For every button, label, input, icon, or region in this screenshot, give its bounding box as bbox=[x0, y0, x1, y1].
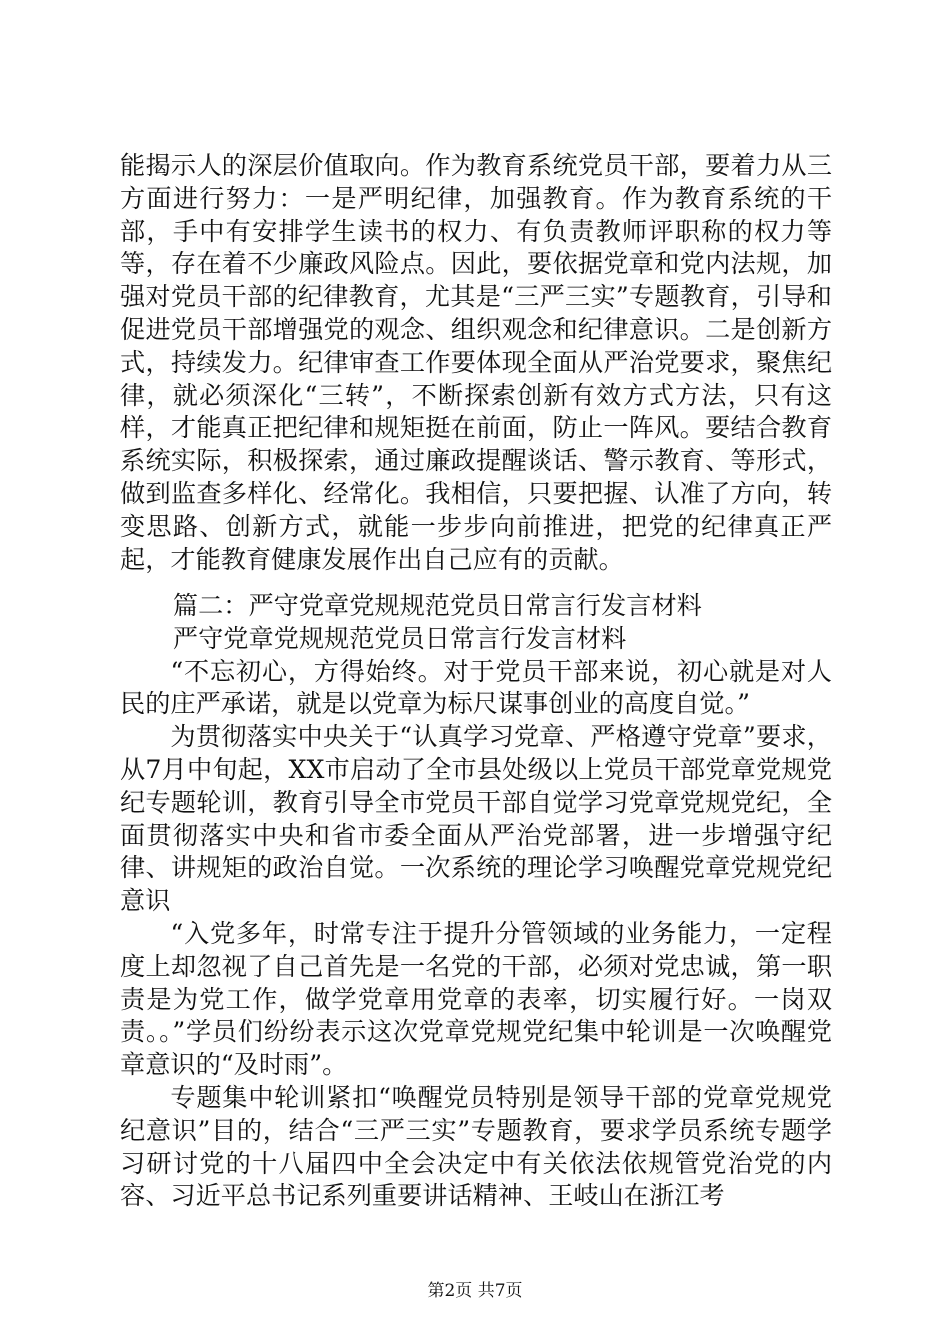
paragraph-4: “入党多年，时常专注于提升分管领域的业务能力，一定程度上却忽视了自己首先是一名党的干部，必须对党忠诚，第一职责是为党工作，做学党章用党章的表率，切实履行好。一岗双责。。”学员们纷纷表示这次党章党规党纪集中轮训是一次唤醒党章意识的“及时雨”。 bbox=[120, 918, 832, 1080]
paragraph-5: 专题集中轮训紧扣“唤醒党员特别是领导干部的党章党规党纪意识”目的，结合“三严三实”专题教育，要求学员系统专题学习研讨党的十八届四中全会决定中有关依法依规管党治党的内容、习近平总书记系列重要讲话精神、王岐山在浙江考 bbox=[120, 1082, 832, 1211]
page-indicator: 第2页 共7页 bbox=[427, 1281, 523, 1301]
paragraph-3: 为贯彻落实中央关于“认真学习党章、严格遵守党章”要求，从7月中旬起，XX市启动了全市县处级以上党员干部党章党规党纪专题轮训，教育引导全市党员干部自觉学习党章党规党纪，全面贯彻落实中央和省市委全面从严治党部署，进一步增强守纪律、讲规矩的政治自觉。一次系统的理论学习唤醒党章党规党纪意识 bbox=[120, 722, 832, 916]
paragraph-1: 能揭示人的深层价值取向。作为教育系统党员干部，要着力从三方面进行努力：一是严明纪律，加强教育。作为教育系统的干部，手中有安排学生读书的权力、有负责教师评职称的权力等等，存在着不少廉政风险点。因此，要依据党章和党内法规，加强对党员干部的纪律教育，尤其是“三严三实”专题教育，引导和促进党员干部增强党的观念、组织观念和纪律意识。二是创新方式，持续发力。纪律审查工作要体现全面从严治党要求，聚焦纪律，就必须深化“三转”，不断探索创新有效方式方法，只有这样，才能真正把纪律和规矩挺在前面，防止一阵风。要结合教育系统实际，积极探索，通过廉政提醒谈话、警示教育、等形式，做到监查多样化、经常化。我相信，只要把握、认准了方向，转变思路、创新方式，就能一步步向前推进，把党的纪律真正严起，才能教育健康发展作出自己应有的贡献。 bbox=[120, 151, 832, 574]
page-footer bbox=[0, 1280, 950, 1302]
body-text-upper bbox=[120, 150, 832, 576]
body-text-lower bbox=[120, 590, 832, 1213]
section-heading: 篇二：严守党章党规规范党员日常言行发言材料 bbox=[172, 591, 702, 620]
paragraph-2: “不忘初心，方得始终。对于党员干部来说，初心就是对人民的庄严承诺，就是以党章为标尺谋事创业的高度自觉。” bbox=[120, 656, 832, 719]
section-title: 严守党章党规规范党员日常言行发言材料 bbox=[172, 623, 627, 653]
